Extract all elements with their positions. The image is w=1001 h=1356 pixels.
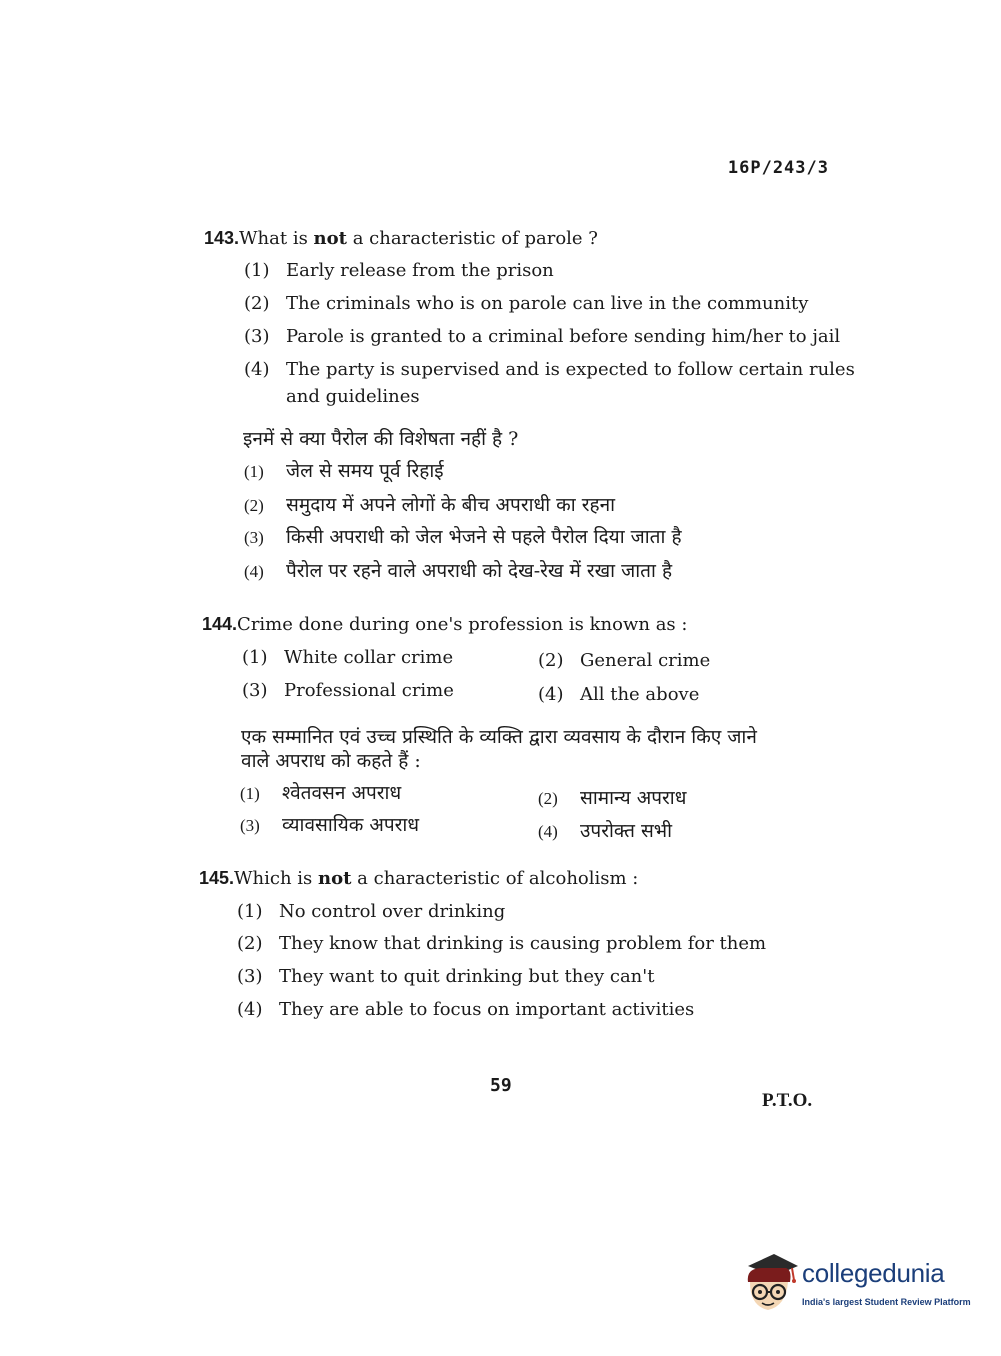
option-144-2: (2) General crime	[538, 650, 711, 671]
hindi-option-143-2: (2) समुदाय में अपने लोगों के बीच अपराधी का रहना	[244, 494, 616, 516]
option-143-4-cont: and guidelines	[286, 386, 420, 407]
mascot-icon	[740, 1252, 800, 1318]
brand-name: collegedunia	[802, 1258, 945, 1288]
option-145-3: (3) They want to quit drinking but they can't	[237, 966, 655, 987]
option-143-4: (4) The party is supervised and is expected to follow certain rules	[244, 359, 855, 380]
option-143-2: (2) The criminals who is on parole can live in the community	[244, 293, 809, 314]
brand-tagline: India's largest Student Review Platform	[802, 1297, 971, 1307]
option-143-3: (3) Parole is granted to a criminal before sending him/her to jail	[244, 326, 841, 347]
option-145-2: (2) They know that drinking is causing problem for them	[237, 933, 767, 954]
hindi-option-144-2: (2) सामान्य अपराध	[538, 787, 687, 809]
page-number: 59	[490, 1075, 512, 1096]
hindi-question-144-line2: वाले अपराध को कहते हैं :	[241, 750, 421, 772]
hindi-option-143-4: (4) पैरोल पर रहने वाले अपराधी को देख-रेख में रखा जाता है	[244, 560, 673, 582]
hindi-question-144-line1: एक सम्मानित एवं उच्च प्रस्थिति के व्यक्ति द्वारा व्यवसाय के दौरान किए जाने	[241, 726, 757, 748]
option-145-1: (1) No control over drinking	[237, 901, 506, 922]
pto-label: P.T.O.	[762, 1090, 813, 1111]
option-144-3: (3) Professional crime	[242, 680, 454, 701]
hindi-option-143-3: (3) किसी अपराधी को जेल भेजने से पहले पैरोल दिया जाता है	[244, 526, 682, 548]
question-144: 144.Crime done during one's profession is known as :	[202, 614, 688, 635]
hindi-option-144-1: (1) श्वेतवसन अपराध	[240, 782, 402, 804]
hindi-option-144-4: (4) उपरोक्त सभी	[538, 820, 673, 842]
hindi-option-143-1: (1) जेल से समय पूर्व रिहाई	[244, 460, 444, 482]
option-144-1: (1) White collar crime	[242, 647, 454, 668]
hindi-option-144-3: (3) व्यावसायिक अपराध	[240, 814, 420, 836]
option-143-1: (1) Early release from the prison	[244, 260, 554, 281]
question-143: 143.What is not a characteristic of parole ?	[204, 228, 598, 249]
paper-code: 16P/243/3	[727, 158, 829, 178]
option-145-4: (4) They are able to focus on important activities	[237, 999, 695, 1020]
question-number: 145.	[199, 868, 235, 888]
question-number: 143.	[204, 228, 240, 248]
question-number: 144.	[202, 614, 238, 634]
option-144-4: (4) All the above	[538, 684, 700, 705]
hindi-question-143: इनमें से क्या पैरोल की विशेषता नहीं है ?	[243, 428, 519, 450]
collegedunia-logo	[740, 1252, 970, 1322]
question-145: 145.Which is not a characteristic of alcoholism :	[199, 868, 639, 889]
